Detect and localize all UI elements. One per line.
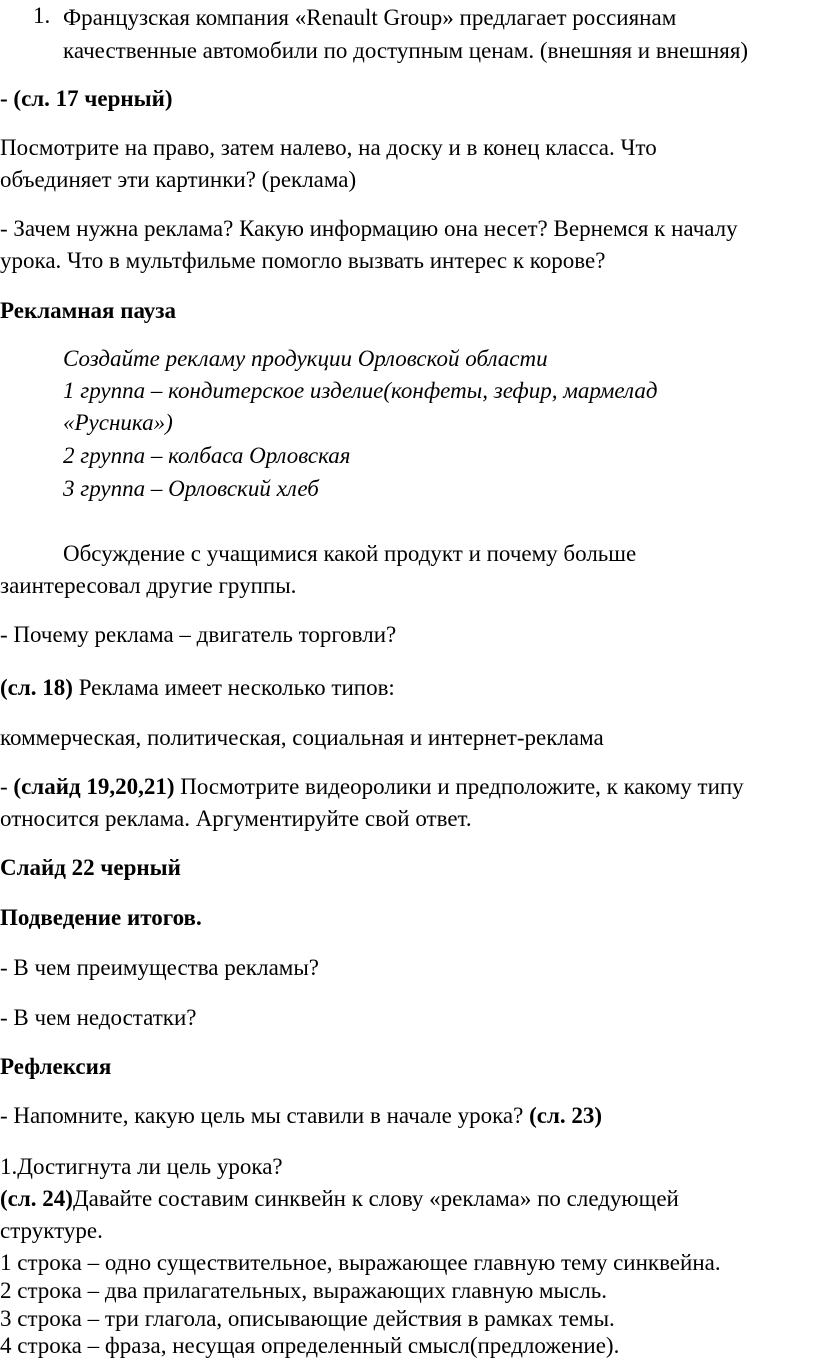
cinquain-row1: 1 строка – одно существительное, выражающее главную тему синквейна. xyxy=(0,1250,721,1275)
slide19-text: Посмотрите видеоролики и предположите, к какому типу xyxy=(174,774,744,799)
slide18-text: Реклама имеет несколько типов: xyxy=(72,675,395,700)
slide19-ref: (слайд 19,20,21) xyxy=(13,774,175,799)
cinquain-row4: 4 строка – фраза, несущая определенный смысл(предложение). xyxy=(0,1333,620,1358)
item1-line1: Французская компания «Renault Group» предлагает россиянам xyxy=(63,5,677,30)
slide19-dash: - xyxy=(0,774,14,799)
ad-types: коммерческая, политическая, социальная и интернет-реклама xyxy=(0,725,604,750)
slide24-text: Давайте составим синквейн к слову «реклама» по следующей xyxy=(72,1186,679,1211)
slide17-heading: - (сл. 17 черный) xyxy=(0,86,173,111)
slide18-line xyxy=(0,673,395,703)
why-line1: - Зачем нужна реклама? Какую информацию она несет? Вернемся к началу xyxy=(0,216,738,241)
why-line2: урока. Что в мультфильме помогло вызвать интерес к корове? xyxy=(0,248,606,273)
summary-heading: Подведение итогов. xyxy=(0,905,202,930)
task-title: Создайте рекламу продукции Орловской области xyxy=(63,346,548,371)
slide24-line1 xyxy=(0,1184,679,1214)
group1-line2: «Русника») xyxy=(63,410,173,435)
discuss-line1: Обсуждение с учащимися какой продукт и почему больше xyxy=(63,541,637,566)
group1-line1: 1 группа – кондитерское изделие(конфеты, зефир, мармелад xyxy=(63,378,658,403)
goal-question: 1.Достигнута ли цель урока? xyxy=(0,1154,283,1179)
ad-pause-heading: Рекламная пауза xyxy=(0,298,177,323)
slide24-ref: (сл. 24) xyxy=(0,1186,73,1211)
slide24-line2: структуре. xyxy=(0,1218,103,1243)
list-number: 1. xyxy=(33,3,51,28)
group2-line: 2 группа – колбаса Орловская xyxy=(63,443,351,468)
remind-line xyxy=(0,1101,602,1131)
reflection-heading: Рефлексия xyxy=(0,1054,112,1079)
cinquain-row3: 3 строка – три глагола, описывающие действия в рамках темы. xyxy=(0,1306,615,1331)
look-line1: Посмотрите на право, затем налево, на доску и в конец класса. Что xyxy=(0,135,657,160)
group3-line: 3 группа – Орловский хлеб xyxy=(63,476,319,501)
slide19-line2: относится реклама. Аргументируйте свой ответ. xyxy=(0,806,472,831)
slide18-ref: (сл. 18) xyxy=(0,675,73,700)
look-line2: объединяет эти картинки? (реклама) xyxy=(0,167,357,192)
discuss-line2: заинтересовал другие группы. xyxy=(0,573,297,598)
disadvantages-question: - В чем недостатки? xyxy=(0,1005,197,1030)
slide22-heading: Слайд 22 черный xyxy=(0,855,181,880)
remind-text: - Напомните, какую цель мы ставили в начале урока? xyxy=(0,1103,530,1128)
engine-question: - Почему реклама – двигатель торговли? xyxy=(0,622,397,647)
item1-line2: качественные автомобили по доступным ценам. (внешняя и внешняя) xyxy=(63,38,749,63)
slide19-line1 xyxy=(0,772,744,802)
slide23-ref: (сл. 23) xyxy=(529,1103,603,1128)
advantages-question: - В чем преимущества рекламы? xyxy=(0,955,320,980)
cinquain-row2: 2 строка – два прилагательных, выражающих главную мысль. xyxy=(0,1278,607,1303)
